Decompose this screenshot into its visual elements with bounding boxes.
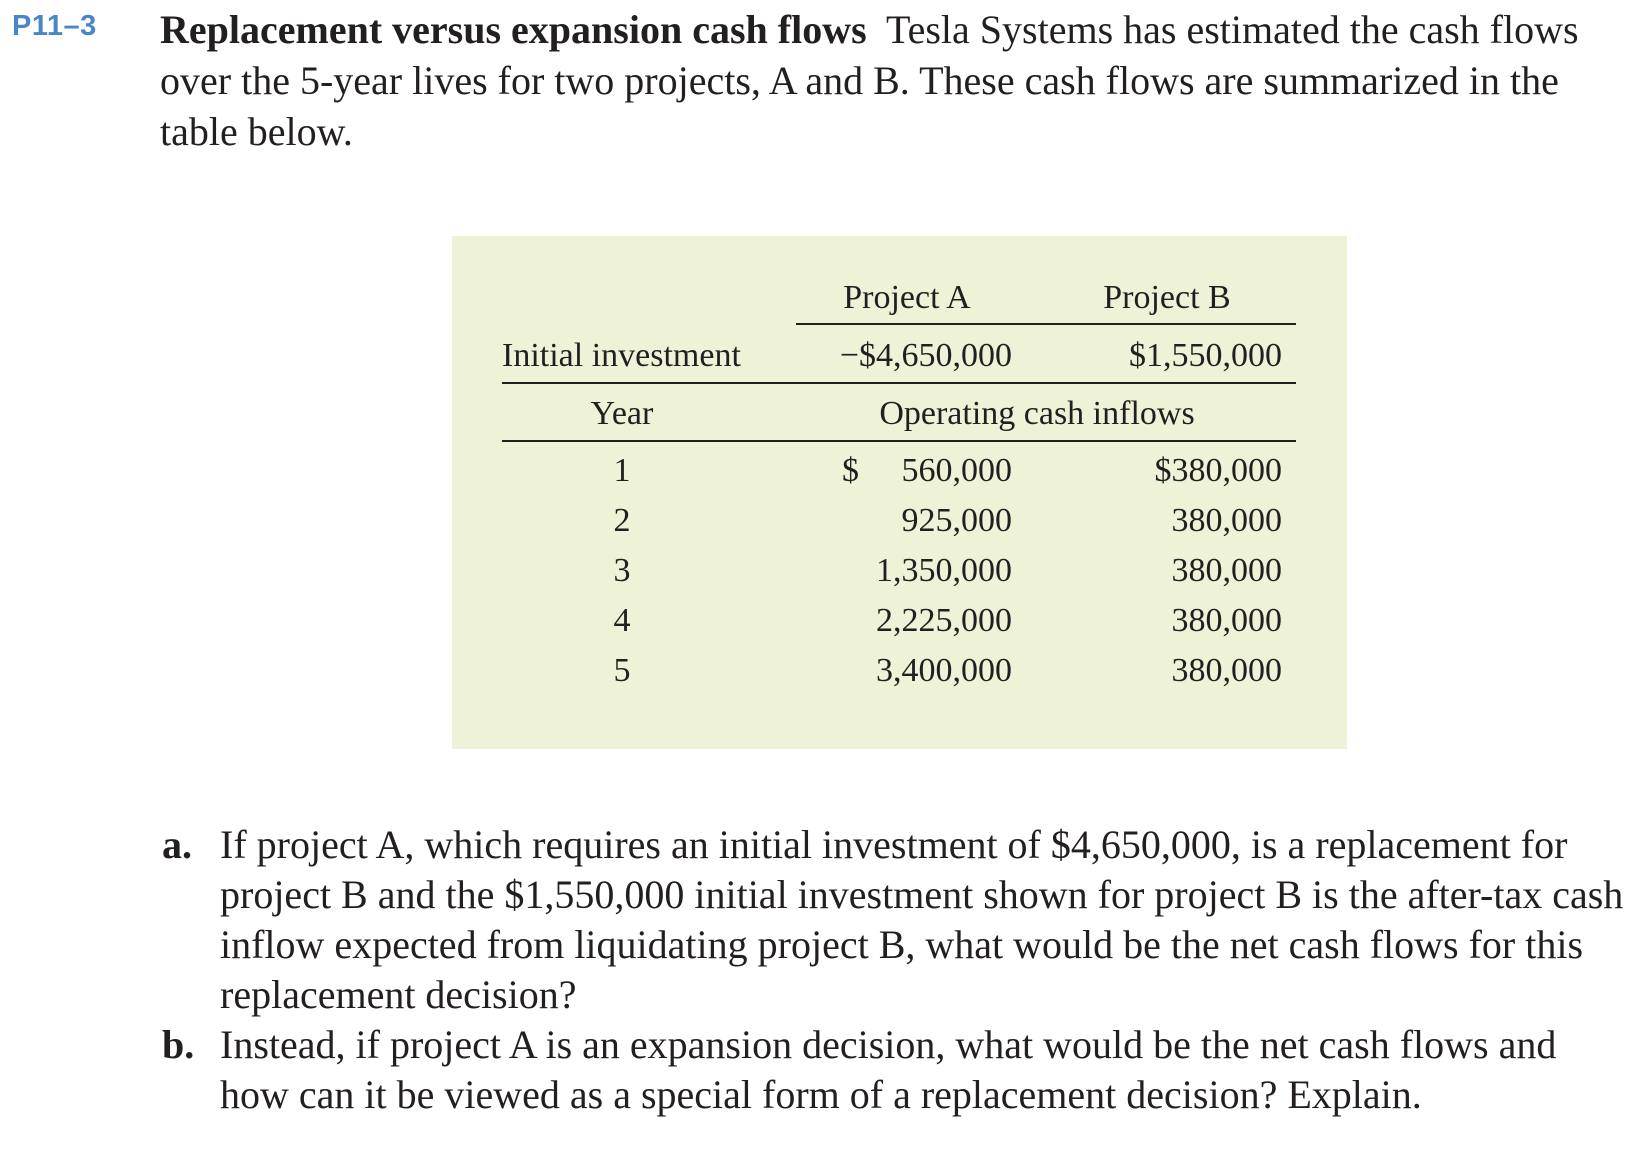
- initial-investment-b: $1,550,000: [1129, 337, 1282, 374]
- question-letter: a.: [162, 822, 192, 867]
- cash-flow-table: [452, 236, 1347, 749]
- project-b-inflow: $380,000: [1154, 452, 1282, 489]
- question-text: If project A, which requires an initial investment of $4,650,000, is a replacement for project B and the $1,550,000 initial investment shown for project B is the after-tax cash inflow expected from liquidating project B, what would be the net cash flows for this replacement decision?: [220, 822, 1624, 1017]
- project-a-inflow: 560,000: [901, 452, 1012, 489]
- operating-inflows-header: Operating cash inflows: [879, 395, 1195, 432]
- year-cell: 2: [613, 502, 631, 539]
- question-b: [162, 1020, 1632, 1120]
- project-a-header: Project A: [843, 279, 971, 316]
- project-a-inflow: 1,350,000: [876, 552, 1012, 589]
- question-text: Instead, if project A is an expansion decision, what would be the net cash flows and how can it be viewed as a special form of a replacement decision? Explain.: [220, 1022, 1557, 1117]
- year-header: Year: [590, 395, 654, 432]
- year-cell: 4: [613, 602, 631, 639]
- year-cell: 5: [613, 652, 631, 689]
- initial-investment-label: Initial investment: [502, 337, 741, 374]
- project-b-inflow: 380,000: [1171, 652, 1282, 689]
- year-rule: [502, 440, 1296, 442]
- project-b-inflow: 380,000: [1171, 552, 1282, 589]
- project-a-inflow: 925,000: [901, 502, 1012, 539]
- year-cell: 3: [613, 552, 631, 589]
- project-a-inflow: 2,225,000: [876, 602, 1012, 639]
- problem-statement: [160, 4, 1600, 157]
- initial-rule: [502, 382, 1296, 384]
- project-b-inflow: 380,000: [1171, 602, 1282, 639]
- problem-body: Tesla Systems has estimated the cash flows over the 5-year lives for two projects, A and B. These cash flows are summarized in the table below.: [160, 7, 1579, 154]
- initial-investment-a: −$4,650,000: [839, 337, 1012, 374]
- project-b-inflow: 380,000: [1171, 502, 1282, 539]
- header-rule: [796, 323, 1296, 325]
- problem-number: P11–3: [12, 10, 97, 42]
- problem-title: Replacement versus expansion cash flows: [160, 7, 867, 52]
- dollar-sign: $: [842, 452, 859, 489]
- question-a: [162, 820, 1632, 1020]
- project-b-header: Project B: [1103, 279, 1231, 316]
- year-cell: 1: [613, 452, 631, 489]
- project-a-inflow: 3,400,000: [876, 652, 1012, 689]
- question-letter: b.: [162, 1022, 195, 1067]
